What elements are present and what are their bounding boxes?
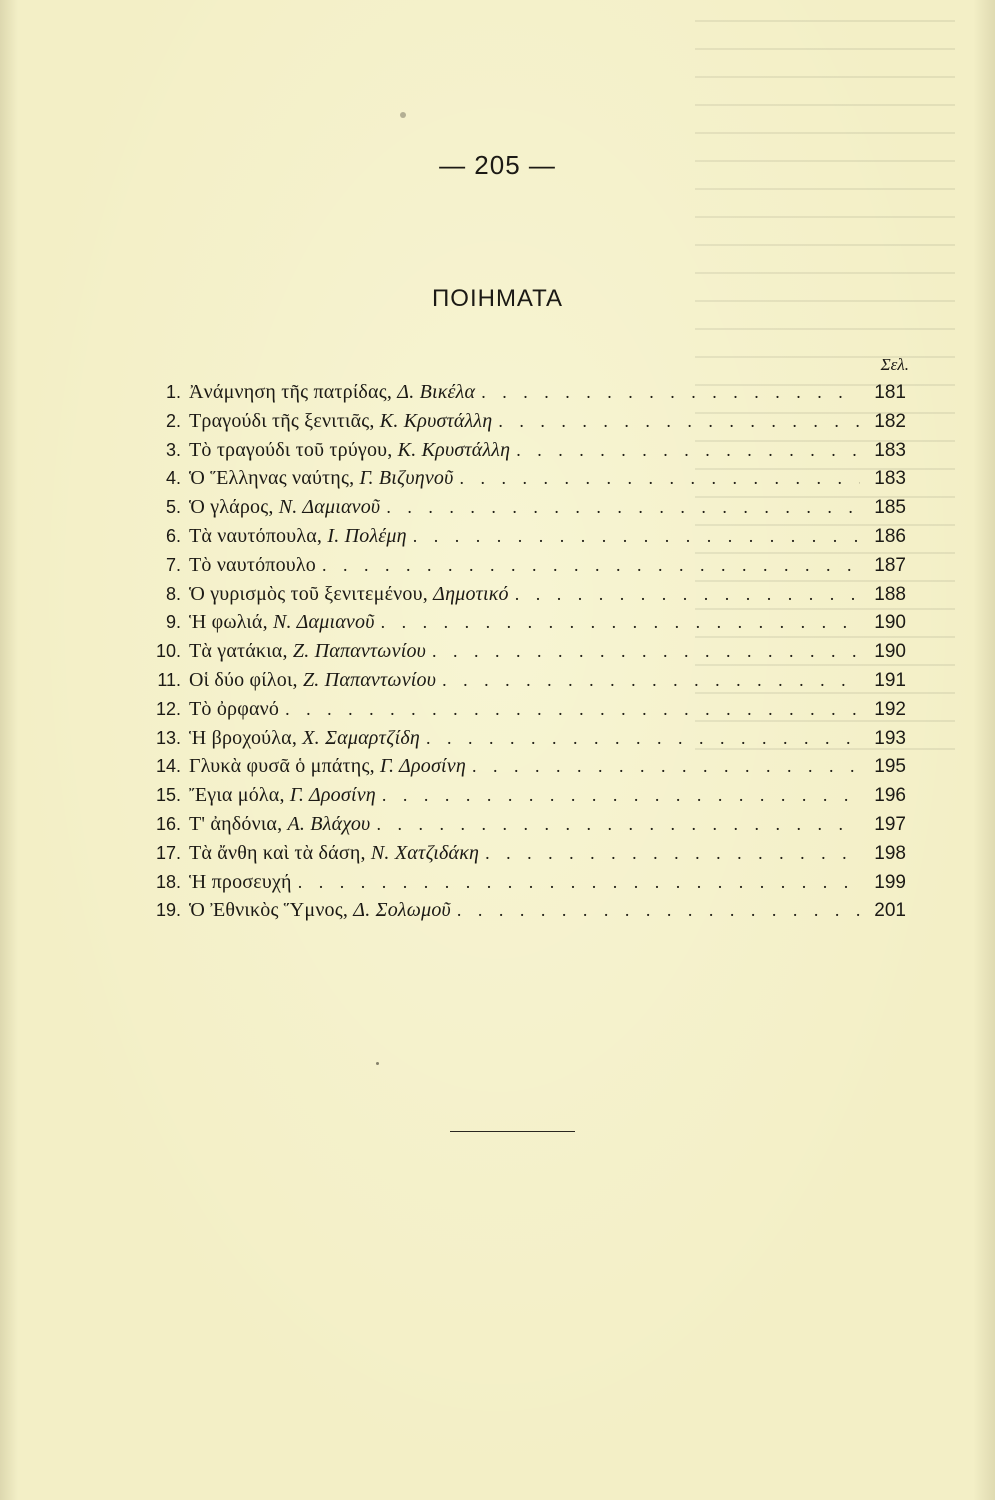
entry-title [189,407,492,436]
toc-entry [138,781,906,810]
poem-author: Ν. Δαμιανοῦ [273,611,375,634]
poem-author: Δημοτικό [433,582,509,605]
dot-leader [322,551,860,580]
toc-entry [138,580,906,609]
toc-entry [138,752,906,781]
table-of-contents [138,378,906,925]
entry-page: 195 [874,756,906,778]
toc-entry [138,522,906,551]
entry-number: 15. [155,785,181,806]
entry-number: 6. [165,525,181,546]
dot-leader [298,868,860,897]
poem-title: Ἡ φωλιά, [189,611,274,634]
toc-entry [138,551,906,580]
entry-page: 201 [874,900,906,922]
poem-title: Ὁ γλάρος, [189,496,279,519]
entry-title [189,724,420,753]
poem-title: Ἡ προσευχή [189,870,292,893]
poem-author: Κ. Κρυστάλλη [397,438,511,461]
entry-number: 12. [155,698,181,719]
entry-number: 9. [165,612,181,633]
poem-title: Γλυκὰ φυσᾶ ὁ μπάτης, [189,755,380,778]
poem-author: Ν. Δαμιανοῦ [278,496,381,519]
entry-number: 1. [165,382,181,402]
dot-leader [376,810,860,839]
toc-entry [138,868,906,897]
dot-leader [515,580,860,609]
poem-title: Τὸ ναυτόπουλο [189,553,316,576]
entry-number: 8. [165,583,181,604]
entry-title [189,580,509,609]
entry-title [189,378,475,407]
poem-author: Κ. Κρυστάλλη [379,409,493,432]
entry-page: 190 [874,612,906,634]
entry-title [189,781,376,810]
entry-number: 13. [155,727,181,748]
end-rule [450,1131,575,1132]
entry-title [189,695,279,724]
poem-author: Γ. Δροσίνη [289,784,376,807]
entry-number: 18. [155,871,181,892]
dot-leader [472,752,860,781]
toc-entry [138,407,906,436]
poem-title: Τὸ ὀρφανό [189,697,280,720]
dot-leader [381,608,860,637]
entry-page: 186 [874,525,906,547]
poem-author: Χ. Σαμαρτζίδη [302,726,420,749]
poem-author: Δ. Βικέλα [397,381,476,403]
dot-leader [457,896,860,925]
poem-title: Ἡ βροχούλα, [189,726,303,749]
toc-entry [138,896,906,925]
poem-author: Α. Βλάχου [287,812,371,835]
entry-title [189,464,454,493]
entry-page: 181 [874,382,906,403]
entry-number: 14. [155,756,181,777]
entry-number: 2. [165,410,181,431]
dot-leader [498,407,860,436]
entry-page: 192 [874,698,906,720]
entry-page: 193 [874,727,906,749]
entry-page: 197 [874,813,906,835]
page-column-label: Σελ. [880,355,909,374]
poem-author: Ζ. Παπαντωνίου [302,668,437,691]
dot-leader [516,436,860,465]
entry-page: 187 [874,554,906,576]
dot-leader [442,666,860,695]
poem-title: Ὁ Ἕλληνας ναύτης, [189,467,360,490]
toc-entry [138,695,906,724]
poem-title: Τὰ ναυτόπουλα, [189,524,328,547]
page-number: — 205 — [439,150,556,180]
section-title: ΠΟΙΗΜΑΤΑ [431,285,564,312]
toc-entry [138,810,906,839]
dot-leader [426,724,860,753]
poem-author: Δ. Σολωμοῦ [353,899,451,922]
entry-number: 10. [155,641,181,662]
poem-title: Τὰ γατάκια, [189,640,293,663]
entry-number: 17. [155,842,181,863]
entry-number: 5. [165,497,181,518]
entry-number: 4. [165,468,181,489]
entry-page: 198 [874,842,906,864]
entry-number: 3. [165,439,181,460]
poem-author: Γ. Δροσίνη [379,755,466,778]
entry-page: 182 [874,410,906,432]
poem-author: Ζ. Παπαντωνίου [292,640,427,663]
poem-author: Ι. Πολέμη [327,524,407,547]
entry-title [189,608,375,637]
poem-title: Ὁ Ἐθνικὸς Ὕμνος, [189,899,354,922]
entry-page: 185 [874,497,906,519]
entry-title [189,522,407,551]
entry-title [189,896,451,925]
dot-leader [386,493,860,522]
poem-title: Τ' ἀηδόνια, [189,812,288,835]
dot-leader [382,781,860,810]
entry-title [189,868,292,897]
poem-author: Ν. Χατζιδάκη [370,841,480,864]
poem-author: Γ. Βιζυηνοῦ [359,467,454,490]
dot-leader [460,464,860,493]
entry-page: 196 [874,785,906,807]
paper-speck [376,1062,379,1065]
poem-title: Τὸ τραγούδι τοῦ τρύγου, [189,438,398,461]
poem-title: Ἀνάμνηση τῆς πατρίδας, [189,381,398,403]
dot-leader [432,637,860,666]
poem-title: Τραγούδι τῆς ξενιτιᾶς, [189,409,380,432]
toc-entry [138,608,906,637]
dot-leader [481,378,860,407]
poem-title: Τὰ ἄνθη καὶ τὰ δάση, [189,841,371,864]
toc-entry [138,493,906,522]
dot-leader [285,695,860,724]
toc-entry [138,464,906,493]
entry-page: 190 [874,641,906,663]
paper-speck [400,112,406,118]
entry-page: 183 [874,468,906,490]
entry-number: 7. [165,554,181,575]
poem-title: Οἱ δύο φίλοι, [189,668,303,691]
entry-title [189,666,436,695]
toc-entry [138,637,906,666]
entry-title [189,752,466,781]
entry-number: 19. [155,900,181,921]
entry-number: 11. [157,669,181,690]
dot-leader [413,522,860,551]
entry-page: 183 [874,439,906,461]
entry-title [189,637,426,666]
toc-entry [138,724,906,753]
toc-entry [138,839,906,868]
toc-entry [138,666,906,695]
entry-title [189,810,370,839]
entry-title [189,551,316,580]
entry-title [189,839,479,868]
dot-leader [485,839,860,868]
entry-page: 199 [874,871,906,893]
entry-page: 191 [874,669,906,691]
entry-number: 16. [155,813,181,834]
toc-entry [138,436,906,465]
toc-entry [138,378,906,407]
poem-title: Ἔγια μόλα, [189,784,290,807]
entry-title [189,436,510,465]
entry-title [189,493,380,522]
poem-title: Ὁ γυρισμὸς τοῦ ξενιτεμένου, [189,582,434,605]
entry-page: 188 [874,583,906,605]
